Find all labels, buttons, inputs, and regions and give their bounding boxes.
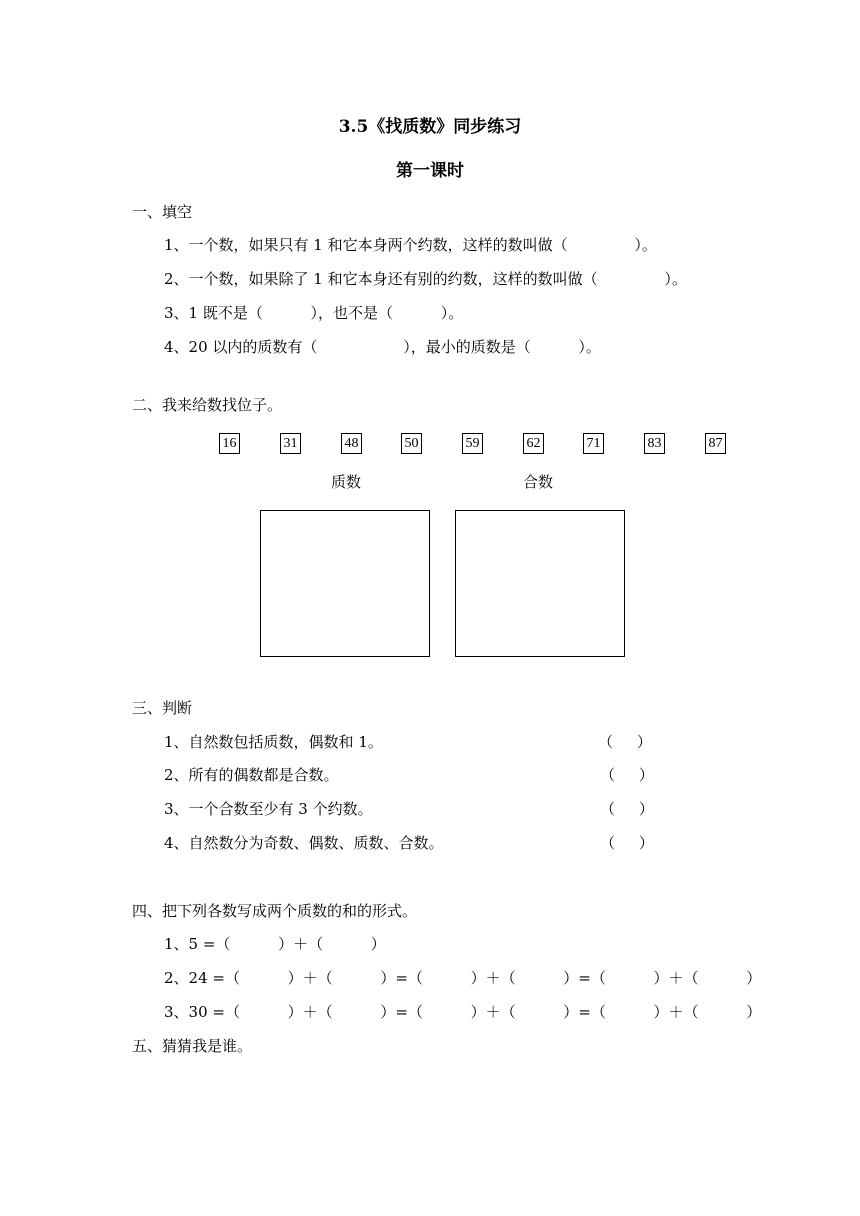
page-subtitle: 第一课时 [396, 161, 464, 181]
number-box: 62 [523, 433, 544, 454]
number-box: 83 [644, 433, 665, 454]
fill-item-2: 2、一个数，如果除了 1 和它本身还有别的约数，这样的数叫做（ ）。 [164, 270, 687, 288]
number-box: 71 [583, 433, 604, 454]
judge-answer-2[interactable]: （ ） [600, 766, 654, 784]
number-box: 31 [280, 433, 301, 454]
composite-box-label: 合数 [522, 473, 553, 491]
sum-item-3: 3、30 =（ ）＋（ ）=（ ）＋（ ）=（ ）＋（ ） [164, 1003, 762, 1021]
fill-item-1: 1、一个数，如果只有 1 和它本身两个约数，这样的数叫做（ ）。 [164, 236, 657, 254]
judge-answer-3[interactable]: （ ） [600, 800, 654, 818]
composite-answer-box[interactable] [455, 510, 625, 657]
judge-answer-1[interactable]: （ ） [598, 733, 652, 751]
number-box: 48 [341, 433, 362, 454]
judge-item-3: 3、一个合数至少有 3 个约数。 [164, 800, 373, 818]
fill-item-3: 3、1 既不是（ ），也不是（ ）。 [164, 304, 464, 322]
judge-item-2: 2、所有的偶数都是合数。 [164, 766, 339, 784]
prime-box-label: 质数 [330, 473, 361, 491]
section-2-heading: 二、我来给数找位子。 [132, 396, 283, 414]
judge-answer-4[interactable]: （ ） [600, 834, 654, 852]
judge-item-1: 1、自然数包括质数，偶数和 1。 [164, 733, 383, 751]
section-4-heading: 四、把下列各数写成两个质数的和的形式。 [132, 902, 418, 920]
sum-item-2: 2、24 =（ ）＋（ ）=（ ）＋（ ）=（ ）＋（ ） [164, 969, 762, 987]
fill-item-4: 4、20 以内的质数有（ ），最小的质数是（ ）。 [164, 338, 601, 356]
number-box: 50 [401, 433, 422, 454]
number-box: 59 [462, 433, 483, 454]
judge-item-4: 4、自然数分为奇数、偶数、质数、合数。 [164, 834, 444, 852]
number-box: 87 [705, 433, 726, 454]
section-1-heading: 一、填空 [132, 203, 193, 221]
section-3-heading: 三、判断 [132, 699, 193, 717]
section-5-heading: 五、猜猜我是谁。 [132, 1037, 253, 1055]
page-title: 3.5《找质数》同步练习 [338, 117, 522, 137]
sum-item-1: 1、5 =（ ）＋（ ） [164, 935, 386, 953]
number-box: 16 [219, 433, 240, 454]
prime-answer-box[interactable] [260, 510, 430, 657]
